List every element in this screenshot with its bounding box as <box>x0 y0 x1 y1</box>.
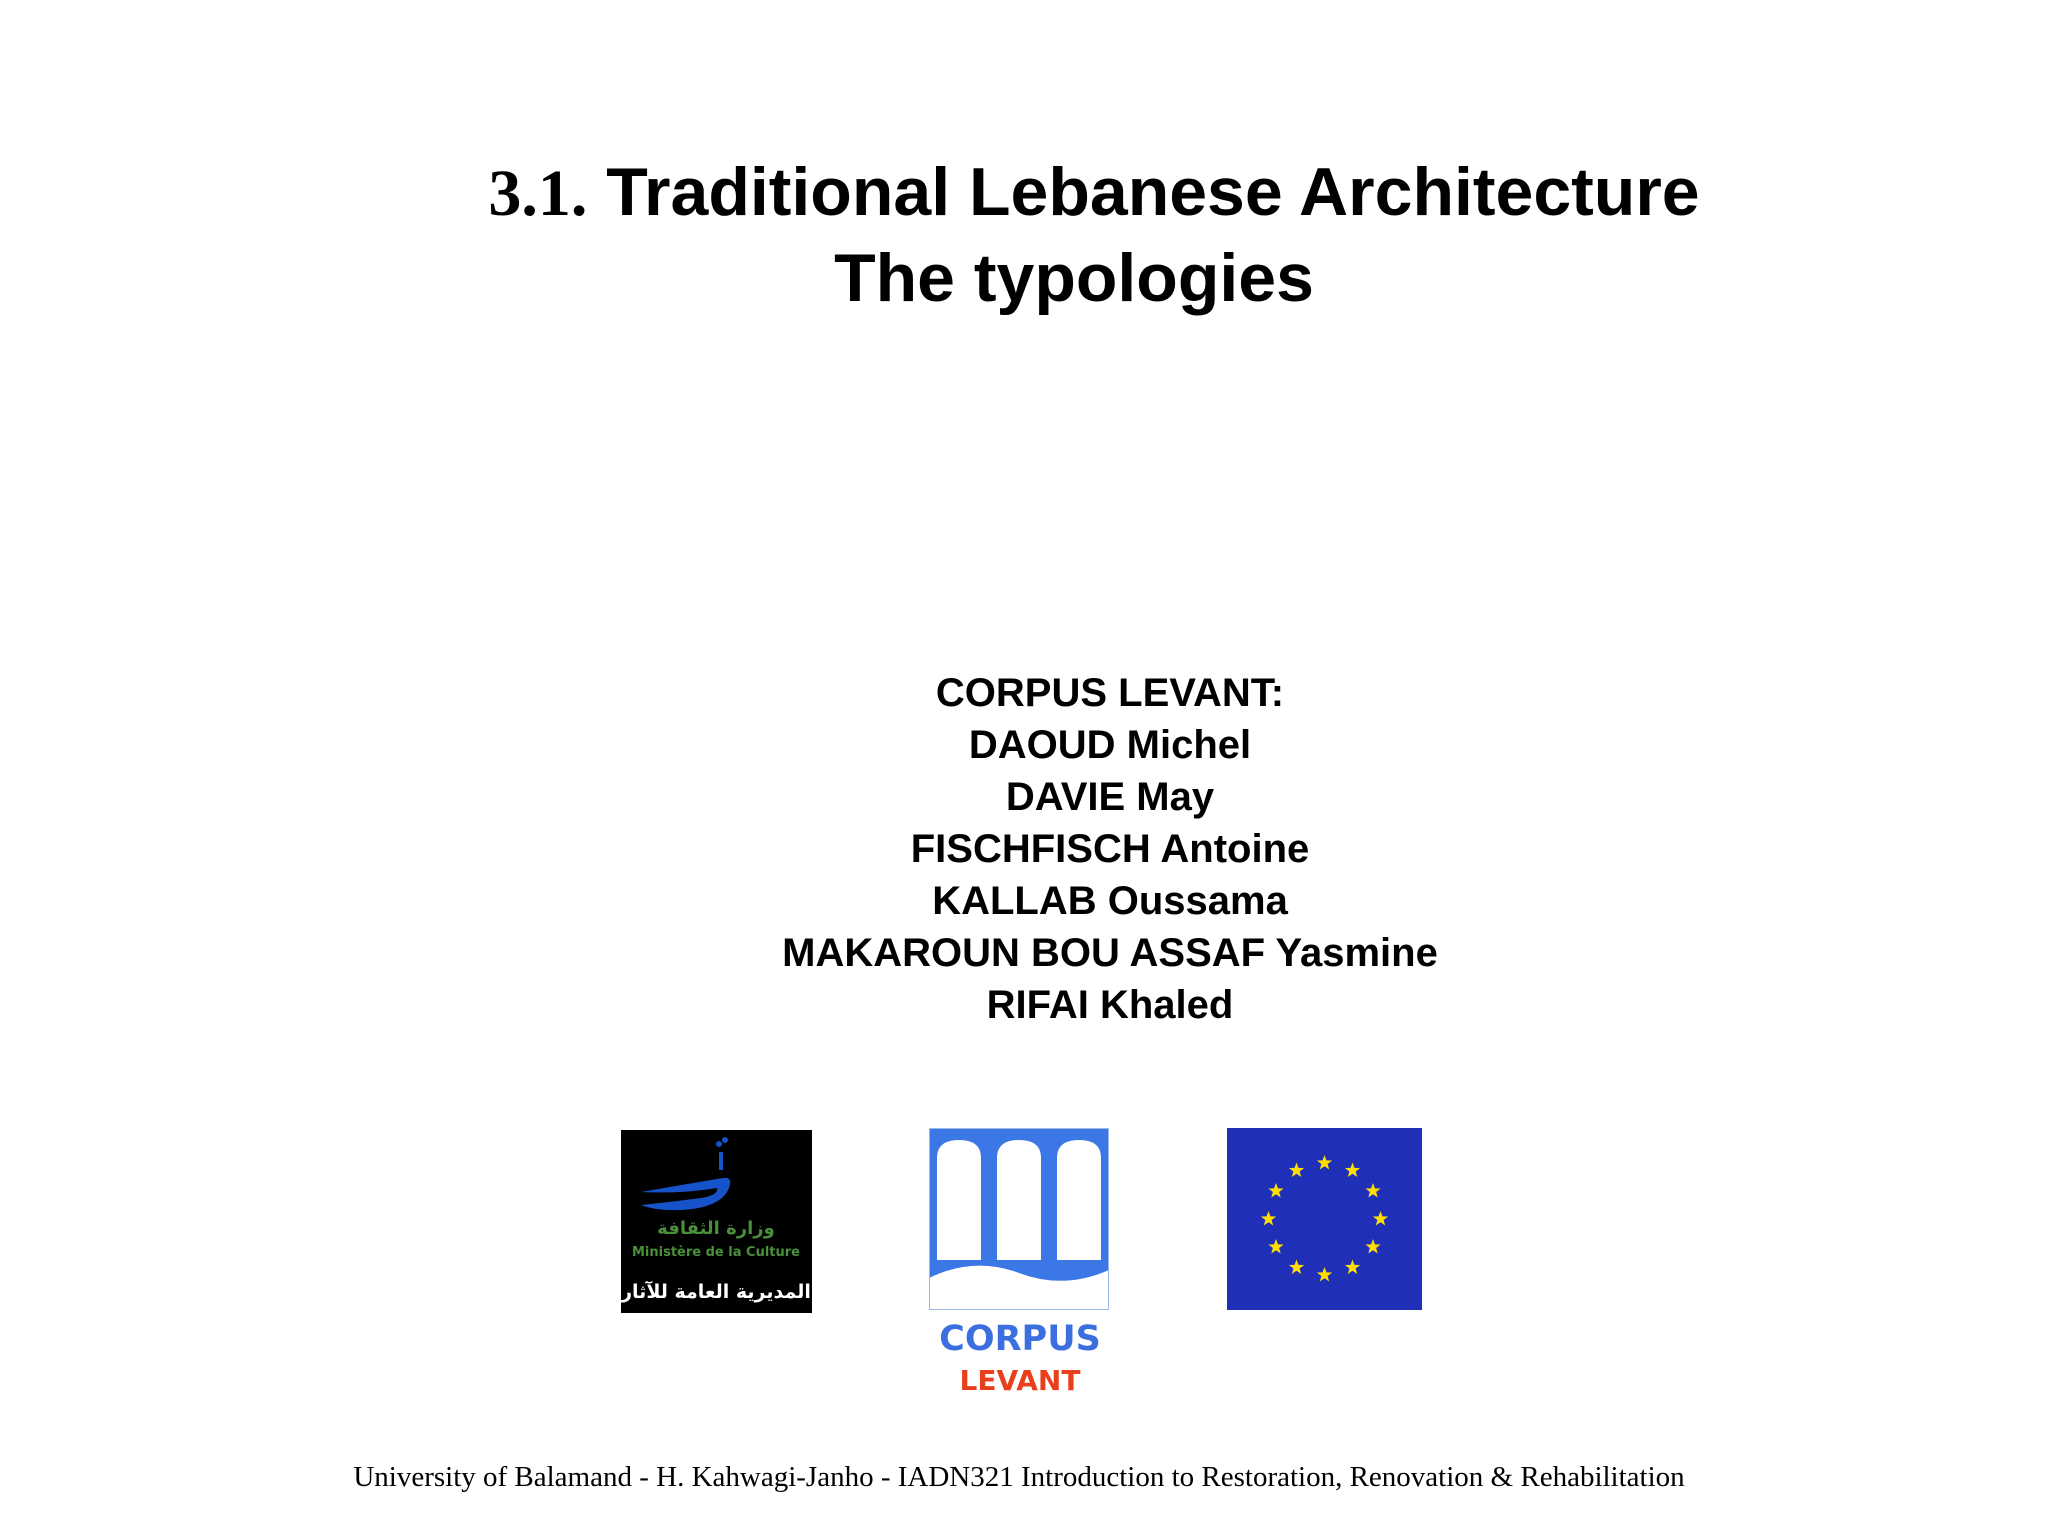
corpus-logo-word: CORPUS <box>939 1319 1101 1359</box>
corpus-levant-logo <box>929 1128 1109 1310</box>
ministry-french-name: Ministère de la Culture <box>632 1245 800 1260</box>
slide-title <box>0 150 2048 320</box>
authors-block <box>700 667 1520 1031</box>
title-number: 3.1. <box>488 157 588 230</box>
levant-logo-word: LEVANT <box>959 1364 1081 1397</box>
title-line-2: The typologies <box>834 240 1314 316</box>
author-name: DAOUD Michel <box>968 723 1252 767</box>
slide-footer <box>0 1459 2048 1495</box>
footer-text: University of Balamand - H. Kahwagi-Janho - IADN321 Introduction to Restoration, Renovation & Rehabilitation <box>353 1461 1685 1493</box>
author-name: DAVIE May <box>1005 775 1215 819</box>
title-line-1 <box>70 150 2048 236</box>
title-main: Traditional Lebanese Architecture <box>606 154 1700 230</box>
ministry-of-culture-logo <box>621 1130 812 1313</box>
author-name: FISCHFISCH Antoine <box>910 827 1310 871</box>
ministry-arabic-bottom: المديرية العامة للآثار <box>621 1281 811 1303</box>
authors-heading: CORPUS LEVANT: <box>935 671 1285 715</box>
eu-flag-logo <box>1227 1128 1422 1310</box>
author-name: KALLAB Oussama <box>932 879 1288 923</box>
author-name: RIFAI Khaled <box>986 983 1234 1027</box>
ministry-arabic-top: وزارة الثقافة <box>657 1218 775 1239</box>
author-name: MAKAROUN BOU ASSAF Yasmine <box>782 931 1438 975</box>
